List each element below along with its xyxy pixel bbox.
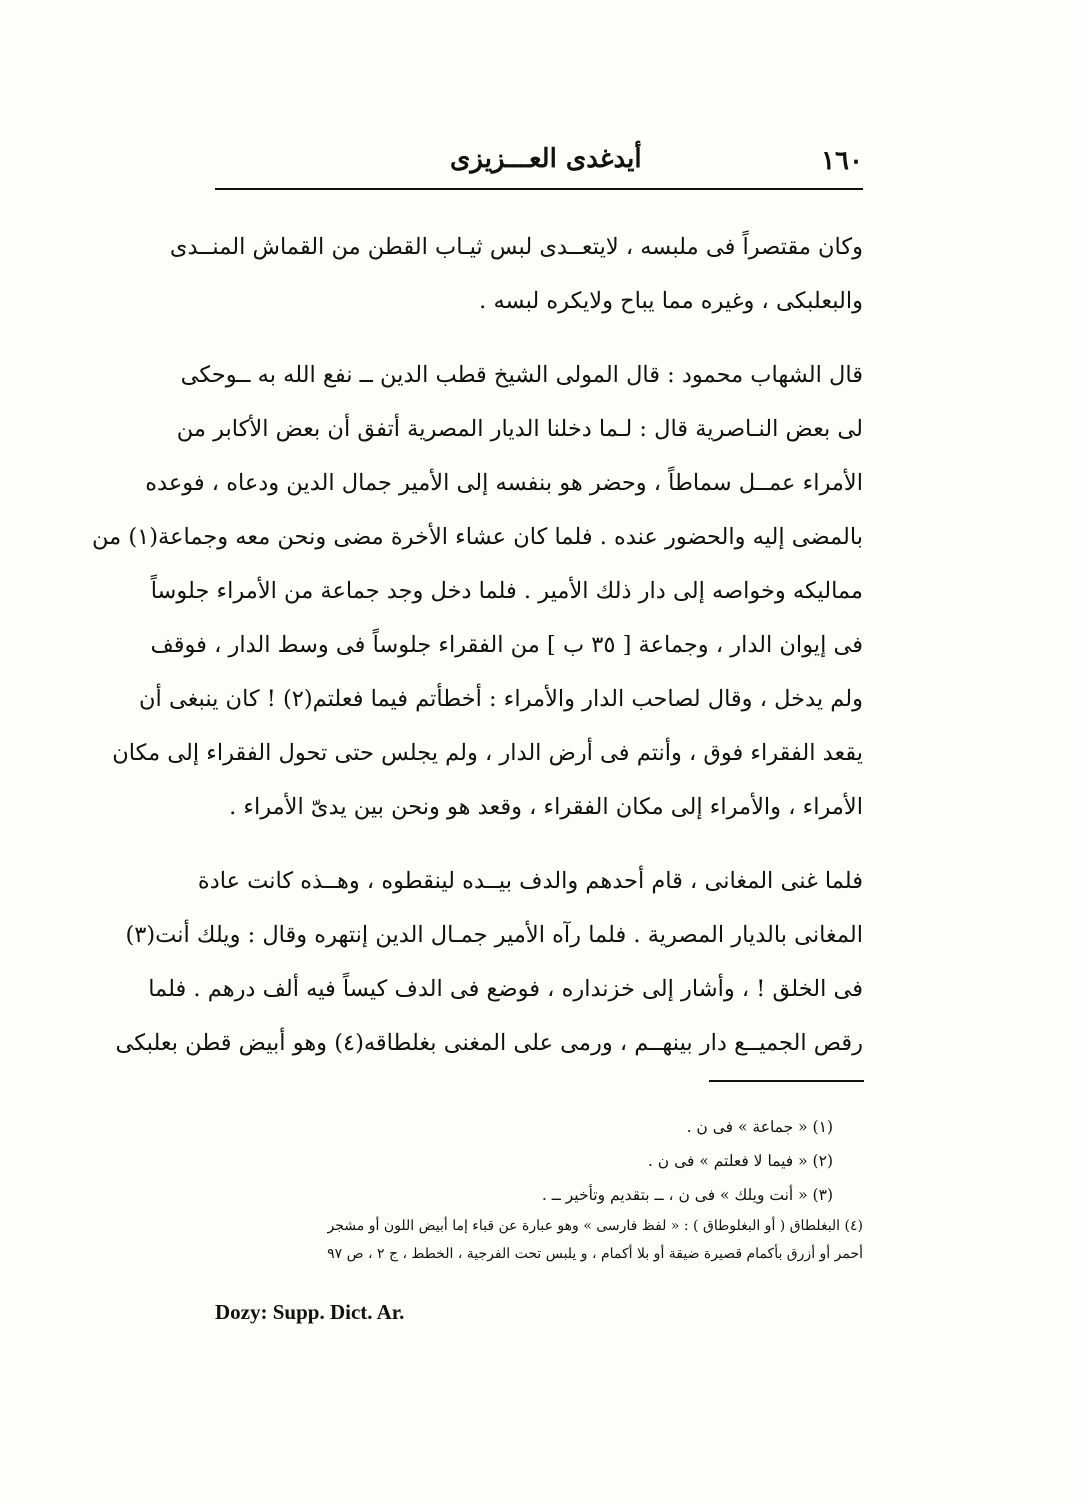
page-header bbox=[215, 140, 863, 182]
footnote-continuation: أحمر أو أزرق بأكمام قصيرة ضيقة أو بلا أكمام ، و يلبس تحت الفرجية ، الخطط ، ج ٢ ، ص ٩٧ bbox=[327, 1246, 863, 1262]
text-line: فى الخلق ! ، وأشار إلى خزنداره ، فوضع فى الدف كيساً فيه ألف درهم . فلما bbox=[148, 976, 863, 1002]
footnotes bbox=[215, 1110, 863, 1268]
running-title: أيدغدى العـــزيزى bbox=[450, 144, 642, 174]
citation: Dozy: Supp. Dict. Ar. bbox=[215, 1300, 405, 1324]
text-line: المغانى بالديار المصرية . فلما رآه الأمير جمـال الدين إنتهره وقال : ويلك أنت(٣) bbox=[125, 922, 863, 948]
text-line: لى بعض النـاصرية قال : لـما دخلنا الديار المصرية أتفق أن بعض الأكابر من bbox=[176, 416, 863, 442]
footnote: (٢) « فيما لا فعلتم » فى ن . bbox=[647, 1152, 833, 1170]
footnote: (٣) « أنت ويلك » فى ن ، ــ بتقديم وتأخير ــ . bbox=[541, 1186, 833, 1204]
paragraph bbox=[92, 348, 863, 834]
paragraph bbox=[169, 220, 863, 328]
text-line: رقص الجميــع دار بينهــم ، ورمى على المغنى بغلطاقه(٤) وهو أبيض قطن بعلبكى bbox=[115, 1030, 863, 1056]
header-rule bbox=[215, 188, 863, 190]
footnote: (٤) البغلطاق ( أو البغلوطاق ) : « لفظ فارسى » وهو عبارة عن قباء إما أبيض اللون أو مشجر bbox=[327, 1218, 863, 1234]
page-number: ١٦٠ bbox=[821, 146, 863, 176]
text-line: بالمضى إليه والحضور عنده . فلما كان عشاء الأخرة مضى ونحن معه وجماعة(١) من bbox=[92, 524, 863, 550]
text-line: الأمراء عمــل سماطاً ، وحضر هو بنفسه إلى الأمير جمال الدين ودعاه ، فوعده bbox=[145, 470, 863, 496]
footnote: (١) « جماعة » فى ن . bbox=[686, 1118, 833, 1136]
text-line: وكان مقتصراً فى ملبسه ، لايتعــدى لبس ثيـاب القطن من القماش المنــدى bbox=[169, 234, 863, 260]
text-line: ولم يدخل ، وقال لصاحب الدار والأمراء : أخطأتم فيما فعلتم(٢) ! كان ينبغى أن bbox=[139, 686, 863, 712]
paragraph bbox=[115, 854, 863, 1070]
text-line: والبعلبكى ، وغيره مما يباح ولايكره لبسه . bbox=[479, 288, 863, 314]
text-line: فى إيوان الدار ، وجماعة [ ٣٥ ب ] من الفقراء جلوساً فى وسط الدار ، فوقف bbox=[150, 632, 863, 658]
text-line: الأمراء ، والأمراء إلى مكان الفقراء ، وقعد هو ونحن بين يدىّ الأمراء . bbox=[229, 794, 863, 820]
text-line: مماليكه وخواصه إلى دار ذلك الأمير . فلما دخل وجد جماعة من الأمراء جلوساً bbox=[150, 578, 863, 604]
text-line: فلما غنى المغانى ، قام أحدهم والدف بيــده لينقطوه ، وهــذه كانت عادة bbox=[197, 868, 863, 894]
body-text bbox=[92, 220, 863, 1070]
text-line: قال الشهاب محمود : قال المولى الشيخ قطب الدين ــ نفع الله به ــوحكى bbox=[180, 362, 863, 388]
footnote-rule bbox=[709, 1080, 864, 1082]
text-line: يقعد الفقراء فوق ، وأنتم فى أرض الدار ، ولم يجلس حتى تحول الفقراء إلى مكان bbox=[112, 740, 863, 766]
